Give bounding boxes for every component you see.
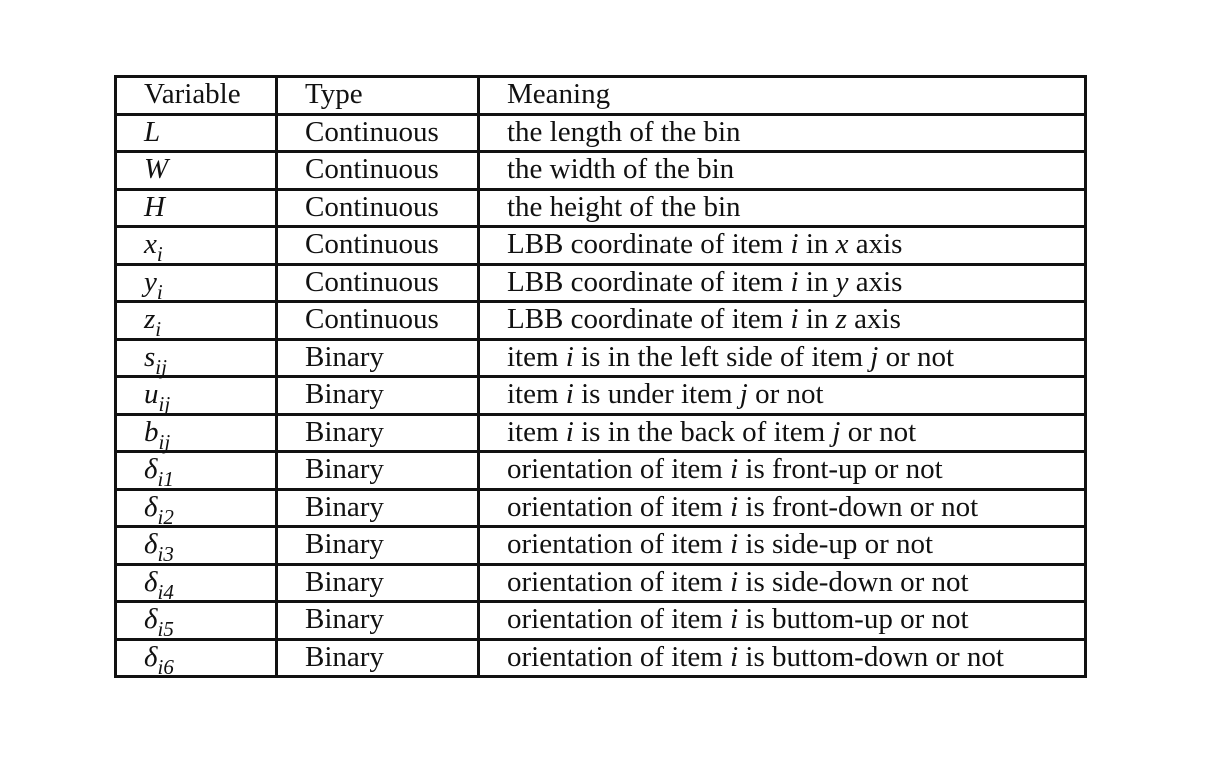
meaning-cell [479,189,1086,227]
variable-cell [116,377,277,415]
type-cell: Continuous [277,264,479,302]
meaning-text: in [798,303,836,336]
meaning-text: LBB coordinate of item [507,228,791,261]
meaning-text: or not [747,378,824,411]
table-header-row [116,77,1086,115]
variable-cell [116,527,277,565]
type-cell: Binary [277,414,479,452]
type-cell: Binary [277,602,479,640]
math-symbol: i [790,265,799,298]
meaning-text: or not [840,415,917,448]
table-row [116,114,1086,152]
math-symbol: i [730,565,739,598]
type-cell: Continuous [277,152,479,190]
variable-base: x [144,228,157,261]
variable-symbol [144,565,174,604]
variable-base: s [144,340,156,373]
type-cell: Binary [277,639,479,677]
meaning-cell [479,527,1086,565]
variable-symbol [144,153,168,185]
math-symbol: i [730,528,739,561]
variable-symbol [144,415,171,454]
math-symbol: j [870,340,879,373]
type-cell: Continuous [277,189,479,227]
meaning-text: is buttom-down or not [738,640,1004,673]
variable-subscript: i2 [157,504,174,529]
table-row [116,452,1086,490]
table-row [116,264,1086,302]
type-cell: Binary [277,489,479,527]
meaning-cell [479,302,1086,340]
meaning-text: item [507,340,566,373]
variable-base: u [144,378,159,411]
meaning-text: the width of the bin [507,153,735,186]
math-symbol: j [739,378,748,411]
meaning-text: is in the left side of item [573,340,871,373]
meaning-text: LBB coordinate of item [507,265,791,298]
meaning-cell [479,414,1086,452]
math-symbol: j [832,415,841,448]
meaning-text: is front-up or not [738,453,943,486]
variable-cell [116,227,277,265]
meaning-text: is buttom-up or not [738,603,969,636]
meaning-cell [479,639,1086,677]
meaning-cell [479,489,1086,527]
meaning-cell [479,152,1086,190]
meaning-text: the height of the bin [507,190,741,223]
type-cell: Continuous [277,114,479,152]
type-cell: Binary [277,527,479,565]
math-symbol: i [565,378,574,411]
table-row [116,189,1086,227]
meaning-text: is front-down or not [738,490,979,523]
variable-cell [116,414,277,452]
meaning-text: is side-down or not [738,565,969,598]
table-row [116,227,1086,265]
variable-symbol [144,640,174,679]
math-symbol: i [565,340,574,373]
math-symbol: i [730,640,739,673]
meaning-text: orientation of item [507,528,731,561]
variable-symbol [144,340,167,379]
variable-symbol [144,191,165,223]
table-row [116,602,1086,640]
variable-base: W [144,153,169,186]
math-symbol: i [790,303,799,336]
header-type: Type [277,77,479,115]
variable-symbol [144,228,163,267]
math-symbol: i [565,415,574,448]
meaning-text: orientation of item [507,453,731,486]
variable-base: z [144,303,156,336]
variable-cell [116,452,277,490]
type-cell: Continuous [277,302,479,340]
table-row [116,414,1086,452]
variable-subscript: ij [158,429,171,454]
variable-subscript: i1 [157,467,174,492]
meaning-text: axis [848,228,903,261]
type-cell: Continuous [277,227,479,265]
meaning-text: axis [848,265,903,298]
math-symbol: x [835,228,849,261]
meaning-text: LBB coordinate of item [507,303,791,336]
header-meaning: Meaning [479,77,1086,115]
variable-symbol [144,528,174,567]
variable-subscript: ij [158,392,171,417]
math-symbol: z [835,303,847,336]
variable-cell [116,639,277,677]
variable-cell [116,602,277,640]
variable-subscript: i [156,279,163,304]
variable-cell [116,564,277,602]
meaning-cell [479,377,1086,415]
variable-subscript: ij [155,354,167,379]
math-symbol: i [790,228,799,261]
meaning-cell [479,602,1086,640]
meaning-text: is in the back of item [573,415,833,448]
variable-base: L [144,115,161,148]
variable-cell [116,339,277,377]
meaning-text: is side-up or not [738,528,934,561]
table-body [116,114,1086,677]
meaning-text: orientation of item [507,565,731,598]
variable-symbol [144,378,171,417]
type-cell: Binary [277,377,479,415]
type-cell: Binary [277,564,479,602]
table-row [116,527,1086,565]
meaning-text: in [798,265,836,298]
meaning-text: orientation of item [507,640,731,673]
variable-base: δ [144,603,158,636]
variable-base: δ [144,490,158,523]
meaning-text: the length of the bin [507,115,741,148]
type-cell: Binary [277,452,479,490]
variable-subscript: i6 [157,654,174,679]
table-row [116,639,1086,677]
variable-symbol [144,303,162,342]
meaning-cell [479,114,1086,152]
meaning-text: orientation of item [507,490,731,523]
meaning-text: is under item [573,378,740,411]
table-row [116,489,1086,527]
math-symbol: i [730,453,739,486]
variable-symbol [144,490,174,529]
variable-base: δ [144,453,158,486]
meaning-text: orientation of item [507,603,731,636]
variable-subscript: i [156,242,163,267]
variable-base: H [144,190,165,223]
table-row [116,339,1086,377]
variable-subscript: i4 [157,579,174,604]
header-variable: Variable [116,77,277,115]
type-cell: Binary [277,339,479,377]
math-symbol: i [730,603,739,636]
variable-base: δ [144,565,158,598]
variable-cell [116,489,277,527]
variable-base: b [144,415,159,448]
variable-symbol [144,265,163,304]
meaning-text: axis [846,303,901,336]
variable-cell [116,114,277,152]
math-symbol: y [835,265,849,298]
meaning-cell [479,339,1086,377]
variable-subscript: i [155,317,162,342]
variable-cell [116,302,277,340]
variable-cell [116,189,277,227]
meaning-cell [479,227,1086,265]
meaning-text: in [798,228,836,261]
table-row [116,377,1086,415]
variable-subscript: i3 [157,542,174,567]
table-row [116,564,1086,602]
meaning-cell [479,564,1086,602]
meaning-text: or not [878,340,955,373]
meaning-text: item [507,378,566,411]
variables-table [114,75,1087,678]
variable-base: δ [144,528,158,561]
variable-cell [116,264,277,302]
meaning-cell [479,452,1086,490]
variable-symbol [144,116,160,148]
table-row [116,152,1086,190]
meaning-text: item [507,415,566,448]
table-row [116,302,1086,340]
variable-base: y [144,265,157,298]
meaning-cell [479,264,1086,302]
variable-symbol [144,603,174,642]
math-symbol: i [730,490,739,523]
variable-subscript: i5 [157,617,174,642]
variable-symbol [144,453,174,492]
variable-cell [116,152,277,190]
variable-base: δ [144,640,158,673]
